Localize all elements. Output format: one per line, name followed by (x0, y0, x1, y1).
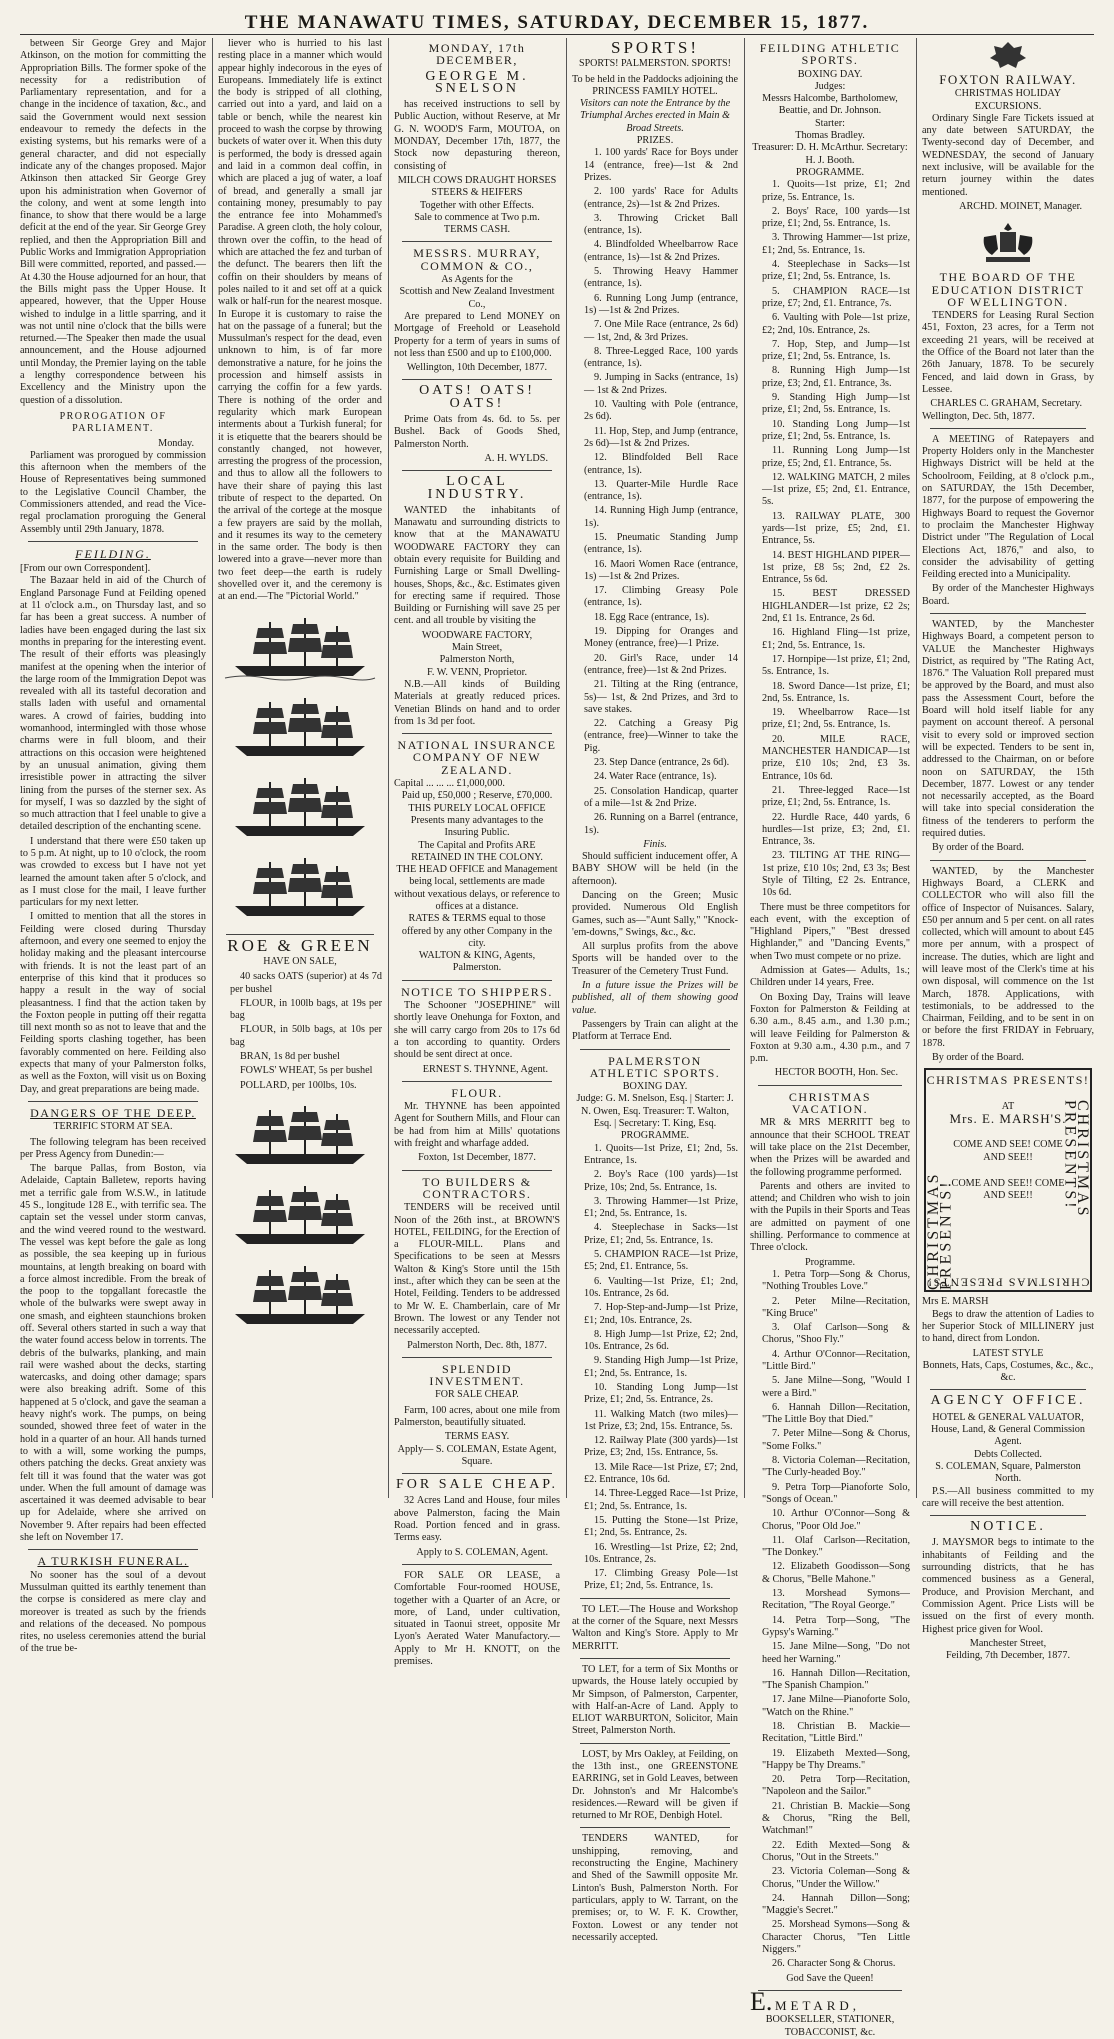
ship-illustration-icon (225, 1102, 375, 1172)
column-3 (394, 38, 560, 1668)
list-item: 19. Elizabeth Mexted—Song, "Happy be Thy Dreams." (762, 1747, 910, 1771)
list-item: 24. Hannah Dillon—Song; "Maggie's Secret." (762, 1892, 910, 1917)
column-6 (922, 38, 1094, 1662)
ad-text: Judge: G. M. Snelson, Esq. | Starter: J. N. Owen, Esq. Treasurer: T. Walton, Esq. | Secretary: T. King, Esq. (576, 1093, 734, 1130)
ad-text: BOOKSELLER, STATIONER, TOBACCONIST, &c. (765, 2014, 895, 2038)
list-item: 26. Character Song & Chorus. (772, 1958, 896, 1970)
ad-text: On Boxing Day, Trains will leave Foxton for Palmerston & Feilding at 6.30 a.m., 8.45 a.m., and 1.30 p.m.; will leave Feilding for Palmerston & Foxton at 9.30 a.m., 4.30 p.m., and 7 p.m. (750, 991, 910, 1065)
list-item: 10. Standing Long Jump—1st prize, £1; 2nd, 5s. Entrance, 1s. (762, 418, 910, 442)
column-rule (388, 38, 389, 1498)
ad-heading: Mrs. E. MARSH'S. (949, 1110, 1067, 1126)
list-item: 9. Standing High Jump—1st prize, £1; 2nd, 5s. Entrance, 1s. (762, 392, 910, 416)
ad-text: COME AND SEE!! COME AND SEE!! (951, 1177, 1065, 1202)
ad-initial: E. (750, 1986, 773, 2016)
list-item: 12. Railway Plate (300 yards)—1st Prize, £3; 2nd, 15s. Entrance, 5s. (584, 1435, 738, 1459)
ship-illustration-icon (225, 694, 375, 764)
list-item: 4. Arthur O'Connor—Recitation, "Little Bird." (762, 1348, 910, 1372)
ad-text: PRINCESS FAMILY HOTEL. (592, 85, 718, 97)
ad-text: Sale to commence at Two p.m. (414, 211, 540, 223)
ship-illustration-icon (225, 614, 375, 684)
list-item: 23. Victoria Coleman—Song & Chorus, "Under the Willow." (762, 1866, 910, 1890)
sub-heading: TERRIFIC STORM AT SEA. (53, 1121, 173, 1133)
ad-heading: CHRISTMAS PRESENTS! (926, 1275, 1090, 1290)
list-item: 1. Petra Torp—Song & Chorus, "Nothing Troubles Love." (762, 1268, 910, 1293)
ad-text: All surplus profits from the above Sports will be handed over to the Treasurer of the Cemetery Trust Fund. (572, 941, 738, 977)
ad-text: Passengers by Train can alight at the Platform at Terrace End. (572, 1018, 738, 1043)
ad-sub-heading: FOR SALE CHEAP. (435, 1389, 519, 1401)
ad-signature: S. COLEMAN, Square, Palmerston North. (935, 1460, 1081, 1485)
list-item: FOWLS' WHEAT, 5s per bushel (240, 1065, 373, 1077)
ad-text: TENDERS for Leasing Rural Section 451, Foxton, 23 acres, for a Term not exceeding 21 years, will be received at the Office of the Board not later than the 26th January, 1878. To be securely Fenced, and laid down in Grass, by Lessee. (922, 310, 1094, 395)
list-item: 11. Hop, Step, and Jump (entrance, 2s 6d)—1st & 2nd Prizes. (584, 425, 738, 449)
ad-text: Foxton, 1st December, 1877. (418, 1152, 536, 1164)
ad-text: PRIZES. (636, 135, 674, 147)
ad-text: RATES & TERMS equal to those offered by any other Company in the city. (401, 913, 553, 949)
ad-text: Wellington, 10th December, 1877. (406, 362, 548, 374)
ad-heading: SPLENDID INVESTMENT. (429, 1361, 525, 1389)
list-item: FLOUR, in 100lb bags, at 19s per bag (230, 997, 382, 1022)
ship-illustration-icon (225, 1182, 375, 1252)
ad-text: COME AND SEE! COME AND SEE!! (953, 1139, 1063, 1163)
list-item: 21. Christian B. Mackie—Song & Chorus, "Ring the Bell, Watchman!" (762, 1800, 910, 1837)
ad-text: THIS PURELY LOCAL OFFICE Presents many advantages to the Insuring Public. (408, 802, 546, 839)
ad-text: Manchester Street, (969, 1637, 1047, 1649)
ad-heading: ROE & GREEN (227, 935, 373, 955)
list-item: 12. WALKING MATCH, 2 miles—1st prize, £5; 2nd, £1. Entrance, 5s. (762, 471, 910, 508)
ad-text: TENDERS will be received until Noon of the 26th inst., at BROWN'S HOTEL, FEILDING, for the Erection of a FLOUR-MILL. Plans and Specifications to be seen at Messrs Walton & King's Store until the 15th inst., after which they can be seen at the Hotel, Feilding. Tenders to be addressed to Mr W. E. Chamberlain, care of Mr Brown. The lowest or any Tender not necessarily accepted. (394, 1202, 560, 1337)
ad-signature: CHARLES C. GRAHAM, Secretary. (930, 398, 1082, 410)
ad-text: TERMS EASY. (444, 1431, 510, 1443)
ad-text: Paid up, £50,000 ; Reserve, £70,000. (401, 790, 553, 802)
ad-text: Dancing on the Green; Music provided. Numerous Old English Games, such as—"Aunt Sally," "Knock-'em-downs," Swings, &c., &c. (572, 890, 738, 938)
list-item: 3. Olaf Carlson—Song & Chorus, "Shoo Fly." (762, 1322, 910, 1346)
list-item: 20. Girl's Race, under 14 (entrance, free)—1st & 2nd Prizes. (584, 652, 738, 676)
list-item: 23. TILTING AT THE RING—1st prize, £10 10s; 2nd, £3 3s; Best Style of Tilting, £2 2s. Entrance, 10s 6d. (762, 850, 910, 899)
list-item: 19. Wheelbarrow Race—1st prize, £1; 2nd, 5s. Entrance, 1s. (762, 707, 910, 731)
programme-list (750, 179, 910, 899)
ad-text: By order of the Manchester Highways Board. (922, 583, 1094, 607)
column-rule (916, 38, 917, 1498)
ad-heading: FOR SALE CHEAP. (395, 1477, 559, 1493)
ad-text: MR & MRS MERRITT beg to announce that their SCHOOL TREAT will take place on the 21st December, when the Prizes will be awarded and the following programme performed. (750, 1117, 910, 1178)
ad-heading: METARD, (774, 1997, 861, 2013)
royal-arms-icon (978, 219, 1038, 265)
ad-heading: CHRISTMAS PRESENTS! (926, 1073, 1090, 1088)
list-item: 3. Throwing Hammer—1st prize, £1; 2nd, 5s. Entrance, 1s. (762, 232, 910, 256)
ad-text: PROGRAMME. (620, 1130, 690, 1142)
section-heading: DANGERS OF THE DEEP. (30, 1105, 196, 1120)
list-item: 2. Boy's Race (100 yards)—1st Prize, 10s; 2nd, 5s. Entrance, 1s. (584, 1169, 738, 1193)
ad-text: Treasurer: D. H. McArthur. Secretary: H. J. Booth. (752, 142, 908, 166)
list-item: 9. Standing High Jump—1st Prize, £1; 2nd, 5s. Entrance, 1s. (584, 1355, 738, 1379)
ad-text: N.B.—All kinds of Building Materials at greatly reduced prices. Venetian Blinds on hand and to order from 1s 3d per foot. (394, 678, 560, 727)
ad-text: LOST, by Mrs Oakley, at Feilding, on the 13th inst., one GREENSTONE EARRING, set in Gold Leaves, between Dr. Johnston's and Mr Halcombe's residences.—Reward will be given if returned to Mr ROE, Denbigh Hotel. (572, 1748, 738, 1822)
ad-text: Messrs Halcombe, Bartholomew, Beattie, and Dr. Johnson. (762, 93, 898, 117)
list-item: 2. Boys' Race, 100 yards—1st prize, £1; 2nd, 5s. Entrance, 1s. (762, 205, 910, 230)
ad-sub-heading: SPORTS! PALMERSTON. SPORTS! (579, 58, 731, 70)
list-item: 8. Running High Jump—1st prize, £3; 2nd, £1. Entrance, 3s. (762, 365, 910, 389)
ad-text: By order of the Board. (932, 1052, 1024, 1064)
list-item: FLOUR, in 50lb bags, at 10s per bag (230, 1024, 382, 1048)
dateline: Monday. (158, 437, 194, 449)
list-item: 1. Quoits—1st Prize, £1; 2nd, 5s. Entrance, 1s. (584, 1142, 738, 1166)
ad-heading: MONDAY, 17th DECEMBER, (428, 41, 526, 68)
list-item: 11. Walking Match (two miles)—1st Prize, £3; 2nd, 15s. Entrance, 5s. (584, 1408, 738, 1432)
ad-text: Together with other Effects. (420, 199, 534, 211)
list-item: 17. Climbing Greasy Pole—1st Prize, £1; 2nd, 5s. Entrance, 1s. (584, 1568, 738, 1592)
list-item: 11. Running Long Jump—1st prize, £5; 2nd, £1. Entrance, 5s. (762, 445, 910, 469)
list-item: 18. Christian B. Mackie—Recitation, "Little Bird." (762, 1721, 910, 1745)
ad-signature: Apply— S. COLEMAN, Estate Agent, Square. (397, 1443, 557, 1467)
ad-heading: GEORGE M. SNELSON (425, 68, 529, 96)
ad-sub-heading: HAVE ON SALE, (263, 955, 337, 967)
article-text: The following telegram has been received per Press Agency from Dunedin:— (20, 1136, 206, 1160)
coat-of-arms-icon (988, 40, 1028, 70)
list-item: 14. Petra Torp—Song, "The Gypsy's Warning." (762, 1614, 910, 1638)
column-1 (20, 38, 206, 1655)
list-item: 22. Hurdle Race, 440 yards, 6 hurdles—1st prize, £3; 2nd, £1. Entrance, 3s. (762, 811, 910, 848)
ad-signature: ERNEST S. THYNNE, Agent. (422, 1063, 548, 1075)
ad-text: FOR SALE OR LEASE, a Comfortable Four-roomed HOUSE, together with a Quarter of an Acre, or more, of Land, under cultivation, situated in Taonui street, opposite Mr Lyon's Aerated Water Manufactory.— Apply to Mr H. KNOTT, on the premises. (394, 1569, 560, 1668)
list-item: 15. Pneumatic Standing Jump (entrance, 1s). (584, 531, 738, 556)
list-item: 1. 100 yards' Race for Boys under 14 (entrance, free)—1st & 2nd Prizes. (584, 147, 738, 183)
masthead: THE MANAWATU TIMES, SATURDAY, DECEMBER 15, 1877. (244, 12, 870, 33)
article-text: Parliament was prorogued by commission this afternoon when the members of the House of Representatives being summoned to the Legislative Council Chamber, the Commissioners attended, and read the Vice-regal proclamation proroguing the General Assembly until 29th January, 1878. (20, 449, 206, 535)
list-item: 12. Elizabeth Goodisson—Song & Chorus, "Belle Mahone." (762, 1561, 910, 1585)
list-item: 14. Running High Jump (entrance, 1s). (584, 505, 738, 529)
ad-heading: Mrs E. MARSH (922, 1296, 989, 1308)
list-item: 3. Throwing Cricket Ball (entrance, 1s). (584, 212, 738, 237)
ad-sub-heading: BOXING DAY. (797, 68, 863, 80)
article-text: between Sir George Grey and Major Atkinson, on the motion for committing the Appropriation Bills. The former spoke of the necessity for a redistribution of Parliamentary representation, and for a change in the incidence of taxation, &c., and said the Government would next session endeavour to remedy the defects in the existing systems, but his remarks were of a general character, and did not especially indicate any of the changes proposed. Major Atkinson then attacked Sir George Grey upon his administration when Governor of the colony, and went at some length into finance, to show that there would be a large deficit at the end of the year. Sir George Grey replied, and then the Appropriation Bill and Public Works and Immigration Appropriation Bill were committed, reported, and passed.—At 4.30 the House adjourned for an hour, that the Bills might pass the Upper House. It appeared, however, that the Upper House wished to indulge in a little sparring, and it was not until nine o'clock that the bills were returned.—The Speaker then made the usual announcement, and the House adjourned until Monday, the Premier laying on the table a lengthy correspondence between his Excellency and the Ministry upon the question of a dissolution. (20, 38, 206, 406)
list-item: 1. Quoits—1st prize, £1; 2nd prize, 5s. Entrance, 1s. (762, 179, 910, 203)
column-rule (566, 38, 567, 1498)
list-item: 10. Vaulting with Pole (entrance, 2s 6d). (584, 399, 738, 423)
ad-text: J. MAYSMOR begs to intimate to the inhabitants of Feilding and the surrounding districts, that he has commenced business as a General, Produce, and Provision Merchant, and Commission Agent. Price Lists will be issued on the first of every month. Highest price given for Wool. (922, 1537, 1094, 1635)
vertical-border-text: CHRISTMAS PRESENTS! (1061, 1100, 1091, 1219)
ad-text: Judges: (814, 80, 846, 92)
ad-text: Main Street, (451, 642, 503, 654)
list-item: 6. Running Long Jump (entrance, 1s) —1st & 2nd Prizes. (584, 292, 738, 316)
ad-text: Are prepared to Lend MONEY on Mortgage of Freehold or Leasehold Property for a term of years in sums of not less than £500 and up to £100,000. (394, 310, 560, 359)
article-text: The barque Pallas, from Boston, via Adelaide, Captain Balletew, reports having met a terrific gale from W.S.W., in latitude 45 S., longitude 128 E., with terrific sea. The captain set the vessel under storm canvas, and the wind veered round to the westward. The vessel was kept before the gale as long as possible, the sea keeping up in furious mountains, at length breaking on board with a force almost incredible. From the break of the poop to the topgallant forecastle the whole of the bulwarks were swept away in one smash, and eighteen staunchions broken off. Several others started in such a way that the water found access below in torrents. The debris of the bulwarks, planking, and main rail were washed about the decks, starting watercasks, and doing other damage; spars were also breaking adrift. Some of this happened at 5 o'clock, and gave the seaman a heavy night's work. The pumps, on being sounded, showed three feet of water in the hold in a quarter of an hour. All hands turned to with a will, some working the pumps, others patching the decks. Great anxiety was felt till it was found that the water was got under. When the full amount of damage was ascertained it was deemed advisable to bear up for Adelaide, where she arrived on November 9. After repairs had been effected she left on November 17. (20, 1163, 206, 1544)
ad-text: God Save the Queen! (786, 1972, 874, 1984)
ad-text: Palmerston North, (439, 654, 515, 666)
ad-text: Mr. THYNNE has been appointed Agent for Southern Mills, and Flour can be had from him at Mills' quotations with freight and wharfage added. (394, 1101, 560, 1150)
ad-signature: WALTON & KING, Agents, Palmerston. (418, 950, 536, 974)
programme-list (750, 1269, 910, 1971)
article-text: The Bazaar held in aid of the Church of England Parsonage Fund at Feilding opened at 11 o'clock a.m., on Thursday last, and so far has been a great success. A number of ladies have been engaged during the last six months in preparing for the interesting event. The result of their efforts was pleasingly manifest at the opening when the interior of the large room of the Immigration Depot was revealed with all its tasteful decoration and stalls laden with useful and ornamental wares. A crowd of fairies, budding into womanhood, intermingled with those whose charms were in full bloom, and their attractions on this occasion were heightened by an unusual animation, giving them irresistible power in attracting the silver lining from the purses of the sterner sex. As for myself, I was so dazzled by the sight of so much attraction that I feel unable to give a detailed description of the enchanting scene. (20, 575, 206, 833)
list-item: 6. Vaulting with Pole—1st prize, £2; 2nd, 10s. Entrance, 2s. (762, 312, 910, 336)
ad-text: Farm, 100 acres, about one mile from Palmerston, beautifully situated. (394, 1404, 560, 1428)
column-2 (218, 38, 382, 1498)
list-item: 22. Catching a Greasy Pig (entrance, free)—Winner to take the Pig. (584, 718, 738, 754)
ad-heading: OATS! OATS! OATS! (419, 383, 535, 411)
ad-text: There must be three competitors for each event, with the exception of "Highland Pipers," "Best dressed Highlander," and "Dancing Events," when Two must compete or no prize. (750, 901, 910, 962)
ad-text: Bonnets, Hats, Caps, Costumes, &c., &c., &c. (922, 1359, 1094, 1384)
list-item: 8. High Jump—1st Prize, £2; 2nd, 10s. Entrance, 2s 6d. (584, 1328, 738, 1353)
ad-text: HOTEL & GENERAL VALUATOR, House, Land, & General Commission Agent. (931, 1411, 1085, 1448)
ad-text: Palmerston North, Dec. 8th, 1877. (407, 1339, 547, 1351)
list-item: 4. Blindfolded Wheelbarrow Race (entrance, 1s)—1st & 2nd Prizes. (584, 239, 738, 263)
ad-text: Admission at Gates— Adults, 1s.; Children under 14 years, Free. (750, 965, 910, 989)
list-item: 16. Maori Women Race (entrance, 1s) —1st & 2nd Prizes. (584, 558, 738, 582)
article-text: No sooner has the soul of a devout Mussulman quitted its earthly tenement than the corpse is considered as mere clay and moreover is treated as such by the friends and relations of the deceased. No pompous rites, no useless ceremonies attend the burial of the true be- (20, 1569, 206, 1655)
list-item: 13. RAILWAY PLATE, 300 yards—1st prize, £5; 2nd, £1. Entrance, 5s. (762, 510, 910, 547)
list-item: 15. Putting the Stone—1st Prize, £1; 2nd, 5s. Entrance, 2s. (584, 1514, 738, 1539)
column-rule (744, 38, 745, 1498)
list-item: BRAN, 1s 8d per bushel (240, 1051, 340, 1063)
ad-text: Ordinary Single Fare Tickets issued at any date between SATURDAY, the Twenty-second day of December, and WEDNESDAY, the second of January next inclusive, will be available for the return journey within the dates mentioned. (922, 112, 1094, 198)
ad-heading: FEILDING ATHLETIC SPORTS. (759, 41, 901, 68)
ad-text: LATEST STYLE (972, 1347, 1044, 1359)
article-text: I omitted to mention that all the stores in Feilding were closed during Thursday afternoon, and every one seemed to enjoy the holiday making and the pleasant intercourse with friends. It is not the least part of an enterprise of this kind that it produces so happy a result in the way of social pleasantness. I find that the action taken by the Foxton people in putting off their regatta till next month so as not to leave that and the Feilding sports clashing together, has been favorably commented on here. Feilding also expects that many of your Palmerston folks, as well as the Foxton, will visit us on Boxing Day, and great preparations are being made. (20, 911, 206, 1095)
list-item: 2. Peter Milne—Recitation, "King Bruce" (762, 1295, 910, 1319)
list-item: 19. Dipping for Oranges and Money (entrance, free)—1 Prize. (584, 626, 738, 650)
ship-illustration-icon (225, 854, 375, 924)
list-item: 10. Standing Long Jump—1st Prize, £1; 2nd, 5s. Entrance, 2s. (584, 1381, 738, 1406)
ad-text: To be held in the Paddocks adjoining the (572, 73, 738, 85)
list-item: POLLARD, per 100lbs, 10s. (240, 1079, 357, 1091)
list-item: 7. Hop, Step, and Jump—1st prize, £1; 2nd, 5s. Entrance, 1s. (762, 338, 910, 363)
list-item: 12. Blindfolded Bell Race (entrance, 1s). (584, 452, 738, 476)
list-item: 10. Arthur O'Connor—Song & Chorus, "Poor Old Joe." (762, 1508, 910, 1532)
list-item: 8. Victoria Coleman—Recitation, "The Curly-headed Boy." (762, 1455, 910, 1479)
ad-text: WANTED, by the Manchester Highways Board, a CLERK and COLLECTOR who will also fill the office of Inspector of Nuisances. Salary, £50 per annum and 5 per cent. on all rates collected, which will amount to about £45 more per annum, with a prospect of increase. The duties, which are light and will leave most of the Clerk's time at his own disposal, will commence on the 1st March, 1878. Applications, with testimonials, to be addressed to the Chairman, Feilding, and to be sent in on or before the first FRIDAY in February, 1878. (922, 865, 1094, 1049)
programme-list (572, 1143, 738, 1593)
ad-text: In a future issue the Prizes will be published, all of them showing good value. (572, 980, 738, 1016)
list-item: 21. Three-legged Race—1st prize, £1; 2nd, 5s. Entrance, 1s. (762, 784, 910, 809)
article-text: I understand that there were £50 taken up to 5 p.m. At night, up to 10 o'clock, the room was crowded to excess but I have not yet learned the amount taken after 5 o'clock, and as I must close for the mail, I leave further particulars for my next letter. (20, 835, 206, 909)
ad-text: TERMS CASH. (443, 224, 511, 236)
column-rule (212, 38, 213, 1498)
list-item: 16. Highland Fling—1st prize, £1; 2nd, 5s. Entrance, 1s. (762, 627, 910, 651)
ad-heading: NOTICE. (970, 1519, 1046, 1535)
list-item: 18. Egg Race (entrance, 1s). (594, 611, 710, 623)
ad-text: Thomas Bradley. (795, 130, 865, 142)
list-item: 4. Steeplechase in Sacks—1st Prize, £1; 2nd, 5s. Entrance, 1s. (584, 1222, 738, 1246)
list-item: 18. Sword Dance—1st prize, £1; 2nd, 5s. Entrance, 1s. (762, 680, 910, 704)
list-item: 9. Jumping in Sacks (entrance, 1s)— 1st & 2nd Prizes. (584, 372, 738, 396)
ad-signature: A. H. WYLDS. (484, 452, 548, 464)
ad-text: Finis. (643, 838, 667, 850)
list-item: 13. Quarter-Mile Hurdle Race (entrance, 1s). (584, 478, 738, 503)
ad-text: THE HEAD OFFICE and Management being local, settlements are made without vexatious delays, or reference to offices at a distance. (394, 864, 560, 912)
masthead-rule (20, 34, 1094, 35)
ad-text: The Capital and Profits ARE RETAINED IN THE COLONY. (411, 839, 543, 863)
list-item: 17. Climbing Greasy Pole (entrance, 1s). (584, 585, 738, 609)
ad-text: Begs to draw the attention of Ladies to her Superior Stock of MILLINERY just to hand, direct from London. (922, 1308, 1094, 1345)
ad-heading: AGENCY OFFICE. (930, 1393, 1086, 1409)
ad-signature: HECTOR BOOTH, Hon. Sec. (774, 1067, 898, 1079)
ad-text: Visitors can note the Entrance by the Triumphal Arches erected in Main & Broad Streets. (579, 98, 731, 134)
ad-heading: LOCAL INDUSTRY. (427, 474, 527, 502)
list-item: 13. Morshead Symons—Recitation, "The Royal George." (762, 1588, 910, 1612)
list-item: 14. BEST HIGHLAND PIPER—1st prize, £8 5s; 2nd, £2 2s. Entrance, 5s 6d. (762, 549, 910, 586)
vertical-border-text: CHRISTMAS PRESENTS! (925, 1171, 955, 1291)
list-item: 24. Water Race (entrance, 1s). (594, 771, 717, 783)
ad-text: WANTED, by the Manchester Highways Board, a competent person to VALUE the Manchester Highways District, as required by "The Rating Act, 1876." The Valuation Roll prepared must be approved by the Board, and must also pass the Assessment Court, before the Board will hold itself liable for any payment on account thereof. A personal visit to every sold or improved section will be expected. Tenders to be sent in, addressed to the Chairman, on or before noon on SATURDAY, the 15th December, 1877. Lowest or any tender not necessarily accepted, as the Board will take into special consideration the fitness of the tenderers to perform the required duties. (922, 618, 1094, 840)
section-heading: FEILDING. (75, 546, 151, 561)
list-item: 7. Peter Milne—Song & Chorus, "Some Folks." (762, 1428, 910, 1452)
christmas-presents-box (924, 1068, 1092, 1292)
list-item: 5. Jane Milne—Song, "Would I were a Bird." (762, 1375, 910, 1399)
list-item: 20. Petra Torp—Recitation, "Napoleon and the Sailor." (762, 1774, 910, 1798)
ad-text: As Agents for the (441, 274, 513, 286)
list-item: 26. Running on a Barrel (entrance, 1s). (584, 812, 738, 836)
ad-heading: PALMERSTON ATHLETIC SPORTS. (589, 1053, 721, 1080)
ship-illustration-icon (225, 774, 375, 844)
list-item: 11. Olaf Carlson—Recitation, "The Donkey." (762, 1534, 910, 1559)
ad-signature: F. W. VENN, Proprietor. (426, 666, 528, 678)
list-item: 6. Hannah Dillon—Recitation, "The Little Boy that Died." (762, 1401, 910, 1426)
list-item: 5. CHAMPION RACE—1st Prize, £5; 2nd, £1. Entrance, 5s. (584, 1249, 738, 1273)
ad-sub-heading: CHRISTMAS HOLIDAY EXCURSIONS. (954, 88, 1062, 112)
sports-list (572, 147, 738, 836)
ad-text: 32 Acres Land and House, four miles above Palmerston, facing the Main Road. Portion fenced and in grass. Terms easy. (394, 1495, 560, 1544)
list-item: 14. Three-Legged Race—1st Prize, £1; 2nd, 5s. Entrance, 1s. (584, 1488, 738, 1512)
ad-text: WOODWARE FACTORY, (421, 629, 533, 641)
ad-text: A MEETING of Ratepayers and Property Holders only in the Manchester Highways District will be held at the Schoolroom, Feilding, at 8 o'clock p.m., on SATURDAY, the 15th December, 1877, for the purpose of empowering the Highways Board to request the Governor to proclaim the Manchester Highway District under "The Regulation of Local Elections Act, 1876," and also, to consider the advisability of getting Feilding erected into a Municipality. (922, 433, 1094, 581)
ad-text: has received instructions to sell by Public Auction, without Reserve, at Mr G. N. WOOD'S Farm, MOUTOA, on MONDAY, December 17th, 1877, the Stock now depasturing thereon, consisting of (394, 99, 560, 172)
list-item: 22. Edith Mexted—Song & Chorus, "Out in the Streets." (762, 1839, 910, 1863)
list-item: 15. BEST DRESSED HIGHLANDER—1st prize, £2 2s; 2nd, £1 1s. Entrance, 2s 6d. (762, 588, 910, 625)
section-heading: PROROGATION OF PARLIAMENT. (59, 410, 167, 435)
list-item: 3. Throwing Hammer—1st Prize, £1; 2nd, 5s. Entrance, 1s. (584, 1195, 738, 1220)
section-heading: A TURKISH FUNERAL. (37, 1554, 189, 1569)
list-item: 5. Throwing Heavy Hammer (entrance, 1s). (584, 266, 738, 290)
ad-text: Programme. (804, 1256, 856, 1268)
column-5 (750, 38, 910, 2038)
ad-text: Should sufficient inducement offer, A BABY SHOW will be held (in the afternoon). (572, 851, 738, 887)
ad-heading: FOXTON RAILWAY. (939, 72, 1077, 87)
article-text: liever who is hurried to his last resting place in a manner which would appear highly indecorous in the eyes of Europeans. Immediately life is extinct the body is stripped of all clothing, carried out into a yard, and laid on a table or bench, while the nearest kin proceed to wash the corpse by throwing buckets of water over it. When this duty is performed, the body is dressed again and laid in a common deal coffin, in which are placed a jug of water, a loaf of bread, and generally a small jar containing money, presumably to pay the entrance fee into Mohammed's Paradise. A green cloth, the holy colour, thrown over the coffin, to the head of which are attached the fez and turban of the defunct. The bearers then lift the coffin on their shoulders by means of poles nailed to it and set off at a quick walk or half-run for the nearest mosque. In Europe it is customary to raise the hat on the passage of a funeral; but the Mussulman's respect for the dead, even unknown to him, is of far more demonstrative a nature, for he joins the procession and himself assists in carrying the coffin for a few yards. There is nothing of the order and regularity which mark European interments about a Turkish funeral; for it is etiquette that the bearers should be constantly changed, not however, arresting the progress of the procession, and thus to allow all the followers to have their share of paying this last tribute of respect to the departed. On the arrival of the cortege at the mosque a few prayers are said by the mollah, and it resumes its way to the cemetery in the same order. The body is then lowered into a grave—never more than two feet deep—the earth is rudely shovelled over it, and the ceremony is at an end.—The "Pictorial World." (218, 38, 382, 603)
ad-text: By order of the Board. (932, 842, 1024, 854)
ad-heading: NATIONAL INSURANCE COMPANY OF NEW ZEALAND. (397, 738, 557, 777)
list-item: 23. Step Dance (entrance, 2s 6d). (594, 757, 730, 769)
ad-text: TO LET, for a term of Six Months or upwards, the House lately occupied by Mr Simpson, of Palmerston, Carpenter, with Half-an-Acre of Land. Apply to ELIOT WARBURTON, Solicitor, Main Street, Palmerston North. (572, 1663, 738, 1737)
list-item: 6. Vaulting—1st Prize, £1; 2nd, 10s. Entrance, 2s 6d. (584, 1275, 738, 1299)
list-item: 5. CHAMPION RACE—1st prize, £7; 2nd, £1. Entrance, 7s. (762, 285, 910, 309)
ad-heading: NOTICE TO SHIPPERS. (401, 984, 553, 999)
ad-text: AT (1001, 1100, 1015, 1112)
list-item: 2. 100 yards' Race for Adults (entrance, 2s)—1st & 2nd Prizes. (584, 186, 738, 210)
ad-text: TENDERS WANTED, for unshipping, removing, and reconstructing the Engine, Machinery and Shed of the Sawmill opposite Mr. Linton's Bush, Palmerston North. For particulars, apply to W. Tarrant, on the premises; or, to W. F. K. Crowther, Foxton. Lowest or any tender not necessarily accepted. (572, 1833, 738, 1943)
list-item: 17. Hornpipe—1st prize, £1; 2nd, 5s. Entrance, 1s. (762, 653, 910, 678)
list-item: 7. Hop-Step-and-Jump—1st Prize, £1; 2nd, 10s. Entrance, 2s. (584, 1302, 738, 1326)
ad-text: Starter: (815, 117, 845, 129)
ad-text: The Schooner "JOSEPHINE" will shortly leave Onehunga for Foxton, and she will carry cargo from 20s to 17s 6d a ton according to quantity. Orders should be sent direct at once. (394, 1000, 560, 1061)
list-item: 16. Hannah Dillon—Recitation, "The Spanish Champion." (762, 1667, 910, 1692)
ad-heading: FLOUR. (451, 1085, 503, 1100)
ad-heading: THE BOARD OF THE EDUCATION DISTRICT OF WELLINGTON. (931, 270, 1085, 309)
ship-illustration-icon (225, 1262, 375, 1332)
list-item: 40 sacks OATS (superior) at 4s 7d per bushel (230, 971, 382, 995)
ad-heading: TO BUILDERS & CONTRACTORS. (422, 1174, 532, 1201)
list-item: 7. One Mile Race (entrance, 2s 6d)— 1st, 2nd, & 3rd Prizes. (584, 319, 738, 343)
byline: [From our own Correspondent]. (20, 563, 151, 575)
list-item: 15. Jane Milne—Song, "Do not heed her Warning." (762, 1641, 910, 1665)
list-item: 4. Steeplechase in Sacks—1st prize, £1; 2nd, 5s. Entrance, 1s. (762, 259, 910, 283)
ad-text: Feilding, 7th December, 1877. (945, 1650, 1071, 1662)
ad-text: Wellington, Dec. 5th, 1877. (922, 410, 1035, 422)
ad-text: MILCH COWS DRAUGHT HORSES STEERS & HEIFERS (397, 174, 557, 199)
ad-text: PROGRAMME. (795, 166, 865, 178)
list-item: 21. Tilting at the Ring (entrance, 5s)— 1st, & 2nd Prizes, and 3rd to save stakes. (584, 679, 738, 715)
ad-heading: SPORTS! (610, 38, 699, 57)
ad-text: WANTED the inhabitants of Manawatu and surrounding districts to know that at the MANAWATU WOODWARE FACTORY they can obtain every requisite for Building and Furnishing Large or Small Dwelling-houses, Shops, &c., &c. Estimates given for erecting same if required. Those Building or Furnishing will save 25 per cent. and all trouble by visiting the (394, 504, 560, 627)
ad-text: Debts Collected. (974, 1448, 1042, 1460)
ad-sub-heading: BOXING DAY. (622, 1081, 688, 1093)
list-item: 20. MILE RACE, MANCHESTER HANDICAP—1st prize, £10 10s; 2nd, £3 3s. Entrance, 10s 6d. (762, 733, 910, 782)
column-4 (572, 38, 738, 1943)
ad-text: Prime Oats from 4s. 6d. to 5s. per Bushel. Back of Goods Shed, Palmerston North. (394, 414, 560, 450)
list-item: 17. Jane Milne—Pianoforte Solo, "Watch on the Rhine." (762, 1694, 910, 1718)
ad-text: Scottish and New Zealand Investment Co., (399, 286, 555, 310)
ad-signature: ARCHD. MOINET, Manager. (959, 200, 1082, 212)
ad-signature: Apply to S. COLEMAN, Agent. (416, 1546, 548, 1558)
ad-heading: MESSRS. MURRAY, COMMON & CO., (413, 246, 541, 273)
list-item: 25. Consolation Handicap, quarter of a mile—1st & 2nd Prize. (584, 785, 738, 809)
list-item: 25. Morshead Symons—Song & Character Chorus, "Ten Little Niggers." (762, 1919, 910, 1956)
list-item: 8. Three-Legged Race, 100 yards (entrance, 1s). (584, 345, 738, 370)
ad-text: Parents and others are invited to attend; and Children who wish to join with the Pupils in their Sports and Teas are admitted on payment of one shilling. Performance to commence at Three o'clock. (750, 1180, 910, 1254)
ad-text: P.S.—All business committed to my care will receive the best attention. (922, 1485, 1094, 1509)
ad-text: TO LET.—The House and Workshop at the corner of the Square, next Messrs Walton and King's Store. Apply to Mr MERRITT. (572, 1603, 738, 1652)
ad-heading: CHRISTMAS VACATION. (788, 1089, 872, 1117)
list-item: 9. Petra Torp—Pianoforte Solo, "Songs of Ocean." (762, 1481, 910, 1505)
list-item: 13. Mile Race—1st Prize, £7; 2nd, £2. Entrance, 10s 6d. (584, 1461, 738, 1486)
list-item: 16. Wrestling—1st Prize, £2; 2nd, 10s. Entrance, 2s. (584, 1541, 738, 1565)
ad-text: Capital ... ... ... £1,000,000. (394, 778, 505, 790)
